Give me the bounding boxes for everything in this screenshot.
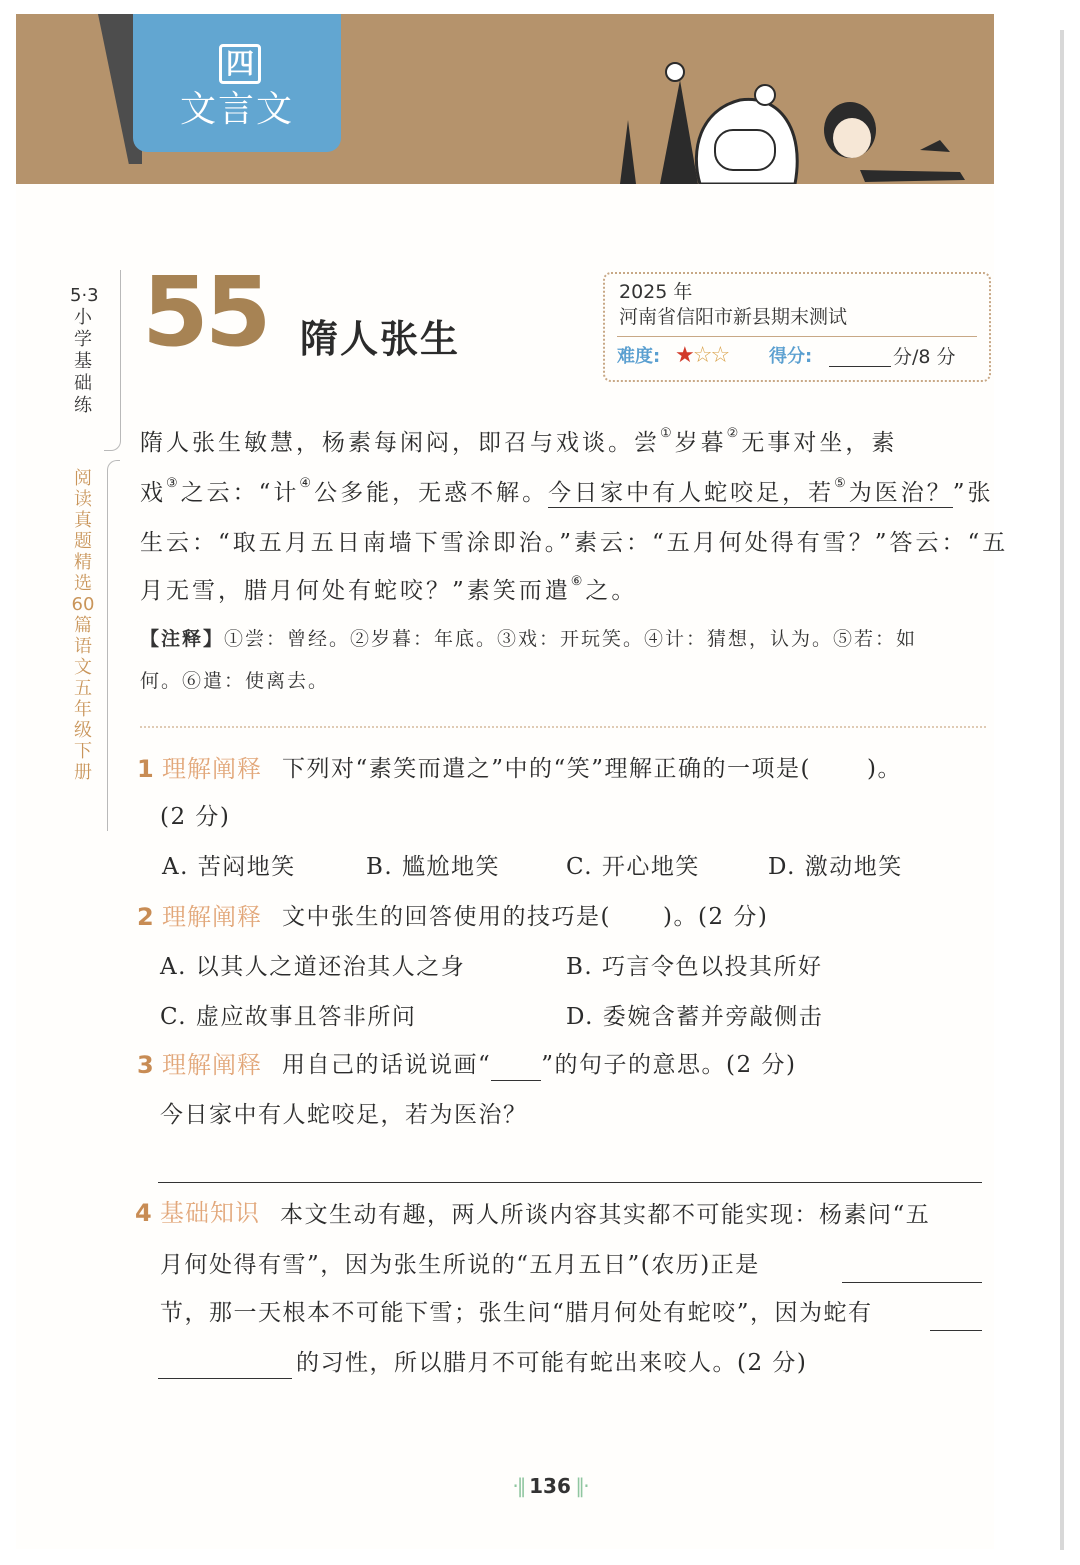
- passage-line: 生云：“取五月五日南墙下雪涂即治。”素云：“五月何处得有雪？”答云：“五: [140, 530, 1009, 556]
- lesson-number: 55: [142, 256, 268, 368]
- question-tag: 理解阐释: [162, 1051, 262, 1079]
- question-text: 本文生动有趣，两人所谈内容其实都不可能实现：杨素问“五: [280, 1202, 931, 1228]
- passage-line: 隋人张生敏慧，杨素每闲闷，即召与戏谈。尝①岁暮②无事对坐，素: [140, 426, 898, 456]
- series-label: 5·3小学基础练: [70, 285, 99, 416]
- star-filled-icon: ★: [675, 343, 693, 368]
- option-d[interactable]: D. 激动地笑: [768, 854, 903, 880]
- question-number: 2: [137, 903, 154, 931]
- answer-blank[interactable]: [930, 1330, 982, 1331]
- annotation-line: 何。⑥遣：使离去。: [140, 670, 330, 692]
- side-bracket-2: [107, 460, 120, 831]
- exam-info-box: [603, 272, 991, 382]
- lesson-title: 隋人张生: [300, 317, 461, 361]
- option-a[interactable]: A. 以其人之道还治其人之身: [160, 954, 466, 980]
- unit-number: 四: [219, 44, 261, 84]
- answer-blank[interactable]: [842, 1282, 982, 1283]
- exam-year: 2025 年: [619, 281, 693, 303]
- difficulty-rating: [675, 342, 728, 370]
- option-c[interactable]: C. 开心地笑: [566, 854, 700, 880]
- option-d[interactable]: D. 委婉含蓄并旁敲侧击: [566, 1004, 824, 1030]
- exam-source: 河南省信阳市新县期末测试: [619, 306, 848, 328]
- option-a[interactable]: A. 苦闷地笑: [162, 854, 296, 880]
- book-label: 阅读真题精选60篇 语文 五年级下册: [71, 468, 95, 783]
- dotted-divider: [140, 726, 986, 728]
- passage-line: 月无雪，腊月何处有蛇咬？”素笑而遣⑥之。: [140, 574, 638, 604]
- difficulty-label: 难度:: [617, 346, 661, 367]
- question-tag: 理解阐释: [162, 903, 262, 931]
- annotation-line: 【注释】①尝：曾经。②岁暮：年底。③戏：开玩笑。④计：猜想，认为。⑤若：如: [140, 628, 918, 650]
- quoted-sentence: 今日家中有人蛇咬足，若为医治？: [160, 1102, 528, 1128]
- passage-line: 戏③之云：“计④公多能，无惑不解。今日家中有人蛇咬足，若⑤为医治？”张: [140, 476, 994, 506]
- unit-tab: [133, 14, 341, 152]
- side-bracket: [104, 270, 121, 451]
- option-c[interactable]: C. 虚应故事且答非所问: [160, 1004, 417, 1030]
- question-number: 4: [135, 1199, 152, 1227]
- page-edge: [1060, 30, 1064, 1550]
- question-text: 下列对“素笑而遣之”中的“笑”理解正确的一项是( )。: [282, 756, 902, 782]
- page-number: ·∥ 136 ∥·: [512, 1474, 588, 1498]
- question-number: 1: [137, 755, 154, 783]
- underlined-sentence: 今日家中有人蛇咬足，若⑤为医治？: [548, 476, 953, 506]
- score-label: 得分:: [769, 346, 813, 367]
- question-text: 用自己的话说说画“ ”的句子的意思。(2 分): [282, 1050, 796, 1081]
- answer-blank[interactable]: [158, 1378, 292, 1379]
- question-points: (2 分): [160, 804, 231, 830]
- score-blank[interactable]: [829, 366, 891, 367]
- question-text: 文中张生的回答使用的技巧是( )。(2 分): [282, 904, 769, 930]
- page-deco-icon: ·∥: [512, 1474, 530, 1498]
- option-b[interactable]: B. 尴尬地笑: [366, 854, 501, 880]
- question-text: 节，那一天根本不可能下雪；张生问“腊月何处有蛇咬”，因为蛇有: [160, 1300, 873, 1326]
- star-empty-icon: ☆☆: [692, 343, 729, 368]
- divider: [617, 336, 977, 337]
- question-number: 3: [137, 1051, 154, 1079]
- page-deco-icon: ∥·: [570, 1474, 588, 1498]
- question-text: 月何处得有雪”，因为张生所说的“五月五日”(农历)正是: [160, 1252, 760, 1278]
- question-tag: 理解阐释: [162, 755, 262, 783]
- option-b[interactable]: B. 巧言令色以投其所好: [566, 954, 823, 980]
- score-total: 分/8 分: [893, 346, 956, 368]
- question-text: 的习性，所以腊月不可能有蛇出来咬人。(2 分): [296, 1350, 808, 1376]
- underline-sample: [491, 1050, 541, 1081]
- answer-line[interactable]: [158, 1182, 982, 1183]
- header-illustration: [580, 60, 980, 184]
- unit-title: 文言文: [179, 89, 294, 130]
- question-tag: 基础知识: [160, 1199, 260, 1227]
